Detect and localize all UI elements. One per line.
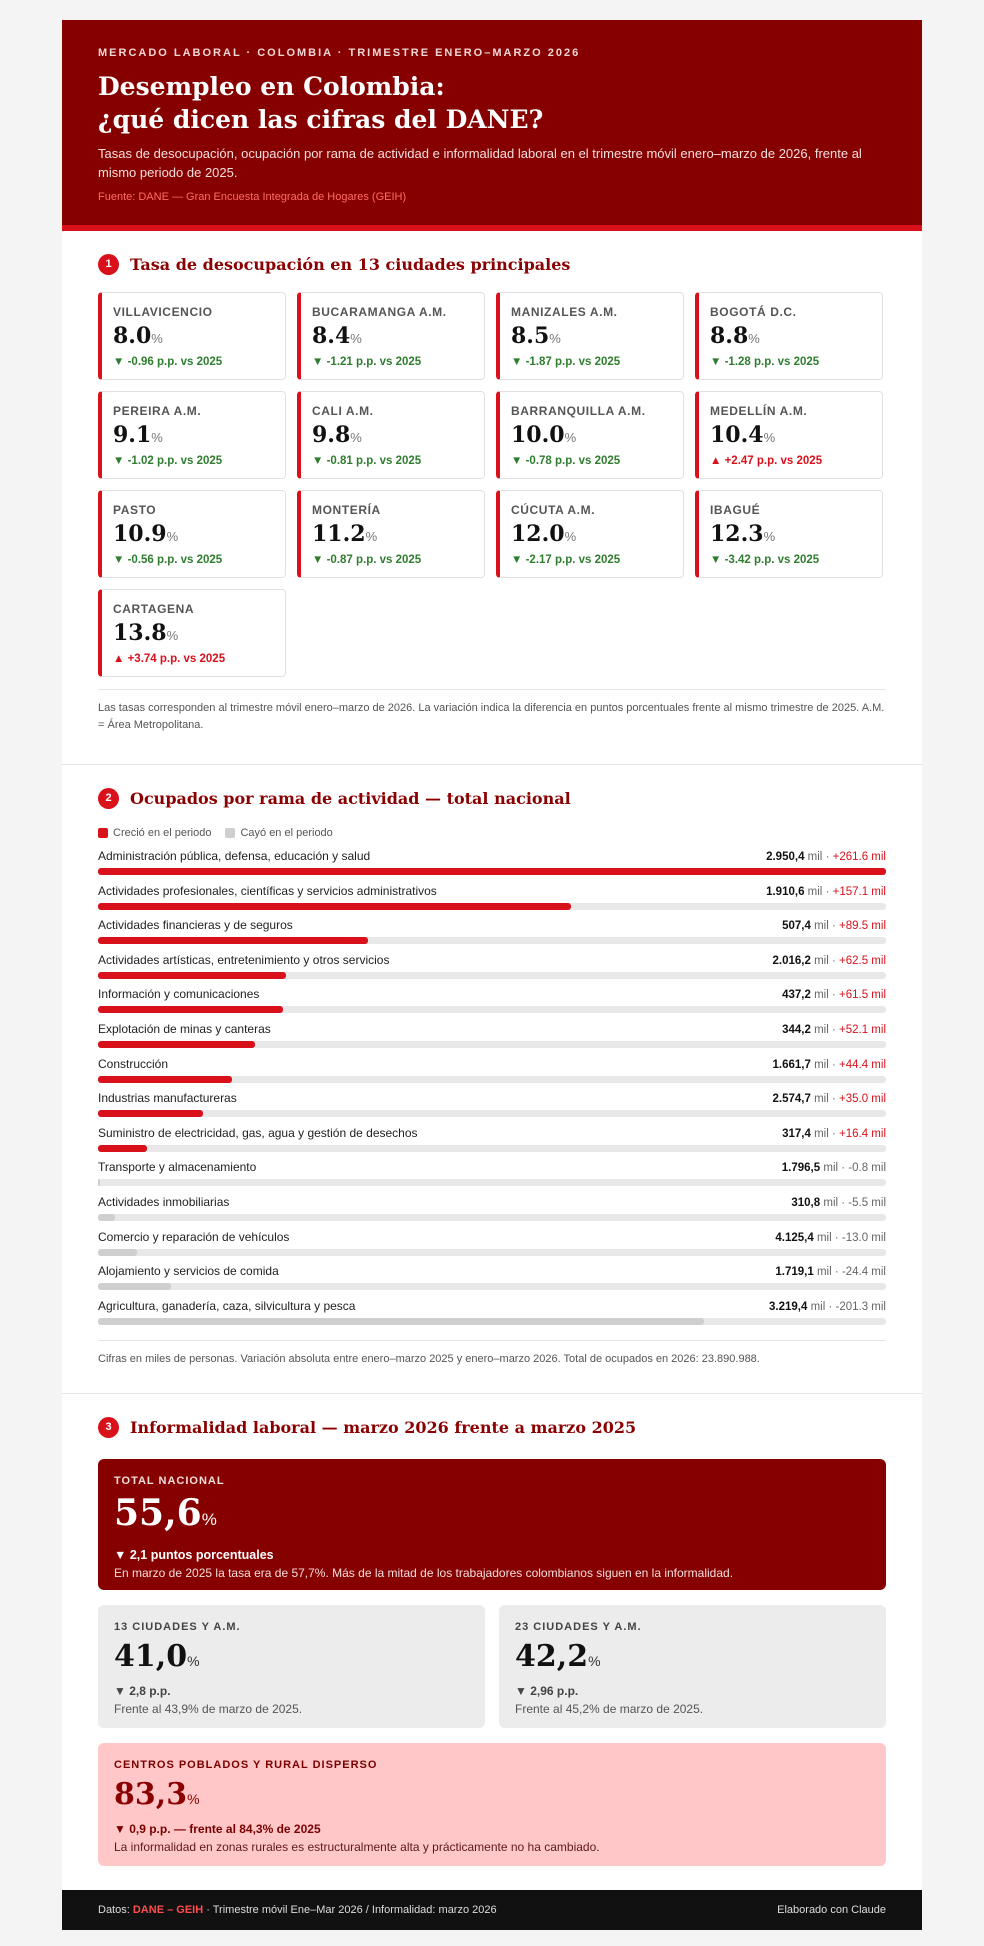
unit-label: mil: [816, 1231, 832, 1244]
unit-label: mil: [814, 1023, 829, 1036]
bar-track: [98, 1214, 886, 1221]
card-delta: ▼ 2,96 p.p.: [515, 1684, 579, 1698]
city-delta: [511, 455, 671, 467]
bar-value: 310,8 mil · -5.5 mil: [791, 1196, 886, 1209]
card-value: [114, 1640, 469, 1679]
city-name: CÚCUTA A.M.: [511, 503, 596, 517]
city-delta: [710, 455, 870, 467]
bar-fill: [98, 903, 571, 910]
rate-value: 12.3: [710, 521, 764, 547]
bar-header: [98, 1159, 886, 1179]
rate-unit: %: [166, 529, 179, 544]
bar-track: [98, 1041, 886, 1048]
city-rate: [312, 522, 472, 549]
city-card: [98, 490, 286, 578]
bar-fill: [98, 868, 886, 875]
bar-track: [98, 1110, 886, 1117]
city-card: [496, 292, 684, 380]
city-name: BUCARAMANGA A.M.: [312, 305, 447, 319]
card-label: TOTAL NACIONAL: [114, 1475, 225, 1487]
value-unit: %: [187, 1791, 200, 1807]
section-number: 1: [98, 254, 119, 275]
bar-track: [98, 1145, 886, 1152]
rate-value: 10.9: [113, 521, 167, 547]
card-label: CENTROS POBLADOS Y RURAL DISPERSO: [114, 1759, 378, 1771]
bar-fill: [98, 1179, 100, 1186]
city-name: VILLAVICENCIO: [113, 305, 213, 319]
rate-unit: %: [166, 628, 179, 643]
footer-source-name: DANE – GEIH: [132, 1904, 204, 1916]
unemployment-section: [62, 231, 922, 765]
bar-label: Transporte y almacenamiento: [98, 1160, 257, 1175]
header-kicker: MERCADO LABORAL · COLOMBIA · TRIMESTRE ENERO–MARZO 2026: [98, 47, 581, 59]
national-informality-card: [98, 1459, 886, 1590]
bar-track: [98, 1318, 886, 1325]
city-card: [496, 391, 684, 479]
bar-header: [98, 1229, 886, 1249]
bar-row: [98, 1090, 886, 1125]
city-name: CARTAGENA: [113, 602, 195, 616]
legend-label-grew: Creció en el periodo: [113, 827, 212, 839]
delta-text: -1.21 p.p. vs 2025: [326, 356, 422, 368]
bar-track: [98, 1006, 886, 1013]
cities23-informality-card: [499, 1605, 886, 1728]
bar-value: 437,2 mil · +61.5 mil: [782, 989, 886, 1002]
bar-label: Actividades inmobiliarias: [98, 1194, 230, 1209]
employed-value: 1.910,6: [766, 885, 805, 898]
value-number: 83,3: [114, 1777, 188, 1812]
page: [62, 20, 922, 1930]
bar-track: [98, 868, 886, 875]
bar-value: 1.719,1 mil · -24.4 mil: [775, 1266, 886, 1279]
rate-unit: %: [549, 331, 561, 346]
bar-row: [98, 952, 886, 987]
city-rate: [312, 324, 472, 351]
card-text: Frente al 45,2% de marzo de 2025.: [515, 1702, 704, 1716]
city-rate: [511, 423, 671, 450]
employment-section: [62, 765, 922, 1394]
bar-label: Actividades profesionales, científicas y servicios administrativos: [98, 883, 437, 898]
rate-unit: %: [564, 430, 577, 445]
delta-text: -0.81 p.p. vs 2025: [326, 455, 422, 467]
city-delta: [710, 356, 870, 368]
rate-value: 8.4: [312, 323, 351, 349]
city-delta: [113, 356, 273, 368]
bar-header: [98, 1263, 886, 1283]
rate-value: 8.5: [511, 323, 550, 349]
bar-fill: [98, 1110, 203, 1117]
rural-informality-card: [98, 1743, 886, 1866]
bar-value: 1.910,6 mil · +157.1 mil: [766, 885, 886, 898]
bar-row: [98, 1263, 886, 1298]
card-delta: ▼ 0,9 p.p. — frente al 84,3% de 2025: [114, 1822, 321, 1836]
city-name: BARRANQUILLA A.M.: [511, 404, 646, 418]
section-title: Ocupados por rama de actividad — total nacional: [130, 788, 571, 808]
delta-text: -0.96 p.p. vs 2025: [127, 356, 223, 368]
bar-header: [98, 1090, 886, 1110]
bar-fill: [98, 1006, 283, 1013]
bar-header: [98, 986, 886, 1006]
unit-label: mil: [823, 1162, 839, 1175]
unit-label: mil: [814, 920, 829, 933]
bar-row: [98, 1056, 886, 1091]
rate-value: 10.0: [511, 422, 565, 448]
city-card: [695, 391, 883, 479]
bar-fill: [98, 937, 368, 944]
footer-prefix: Datos:: [98, 1904, 130, 1916]
change-value: +261.6 mil: [832, 851, 886, 863]
bar-row: [98, 848, 886, 883]
bar-fill: [98, 1145, 147, 1152]
bar-label: Actividades financieras y de seguros: [98, 918, 293, 933]
header-description: Tasas de desocupación, ocupación por rama de actividad e informalidad laboral en el trimestre móvil enero–marzo de 2026, frente al mismo periodo de 2025.: [98, 146, 862, 180]
city-name: MONTERÍA: [312, 503, 381, 517]
bar-label: Construcción: [98, 1056, 169, 1071]
bar-header: [98, 1125, 886, 1145]
city-name: MEDELLÍN A.M.: [710, 404, 808, 418]
change-value: +44.4 mil: [839, 1058, 886, 1071]
value-unit: %: [588, 1653, 601, 1669]
rate-unit: %: [350, 430, 362, 445]
employed-value: 507,4: [782, 920, 811, 933]
arrow-down-icon: ▼: [113, 554, 125, 566]
footer-source: [98, 1904, 497, 1916]
chart-legend: [98, 827, 886, 839]
arrow-down-icon: ▼: [312, 455, 324, 467]
bar-row: [98, 1194, 886, 1229]
employed-value: 310,8: [791, 1196, 821, 1209]
city-rate: [511, 324, 671, 351]
value-number: 55,6: [114, 1492, 202, 1534]
change-value: -24.4 mil: [841, 1266, 886, 1279]
bar-value: 3.219,4 mil · -201.3 mil: [768, 1300, 886, 1313]
bar-fill: [98, 1318, 704, 1325]
city-cards-grid: [98, 292, 886, 677]
city-name: BOGOTÁ D.C.: [710, 305, 797, 319]
bar-label: Alojamiento y servicios de comida: [98, 1264, 279, 1279]
delta-text: -1.87 p.p. vs 2025: [525, 356, 621, 368]
change-value: -5.5 mil: [848, 1196, 886, 1209]
bar-row: [98, 1159, 886, 1194]
city-card: [297, 391, 485, 479]
change-value: -0.8 mil: [848, 1162, 886, 1175]
bar-row: [98, 917, 886, 952]
bar-row: [98, 1298, 886, 1333]
legend-item-fell: [225, 827, 332, 839]
arrow-up-icon: ▲: [113, 653, 125, 665]
value-number: 41,0: [114, 1639, 188, 1674]
delta-text: -0.78 p.p. vs 2025: [525, 455, 621, 467]
value-number: 42,2: [515, 1639, 589, 1674]
delta-text: -3.42 p.p. vs 2025: [724, 554, 820, 566]
bar-value: 1.661,7 mil · +44.4 mil: [772, 1058, 886, 1071]
bar-value: 2.574,7 mil · +35.0 mil: [772, 1093, 886, 1106]
rate-unit: %: [763, 529, 776, 544]
bar-track: [98, 972, 886, 979]
city-card: [98, 589, 286, 677]
card-text: En marzo de 2025 la tasa era de 57,7%. Más de la mitad de los trabajadores colombianos siguen en la informalidad.: [114, 1566, 734, 1580]
bar-header: [98, 848, 886, 868]
bar-value: 1.796,5 mil · -0.8 mil: [781, 1162, 886, 1175]
arrow-down-icon: ▼: [113, 356, 125, 368]
bar-label: Suministro de electricidad, gas, agua y gestión de desechos: [98, 1125, 418, 1140]
city-rate: [511, 522, 671, 549]
bar-track: [98, 1179, 886, 1186]
city-card: [695, 490, 883, 578]
employed-value: 1.661,7: [772, 1058, 811, 1071]
employed-value: 2.574,7: [772, 1093, 811, 1106]
bar-value: 2.950,4 mil · +261.6 mil: [766, 851, 886, 863]
employed-value: 3.219,4: [768, 1300, 808, 1313]
change-value: +35.0 mil: [839, 1093, 886, 1106]
section-header: [98, 250, 886, 278]
rate-unit: %: [748, 331, 760, 346]
city-name: MANIZALES A.M.: [511, 305, 618, 319]
delta-text: -0.56 p.p. vs 2025: [127, 554, 223, 566]
header: [62, 20, 922, 231]
delta-text: +3.74 p.p. vs 2025: [127, 653, 226, 665]
unit-label: mil: [814, 1093, 829, 1106]
bar-header: [98, 883, 886, 903]
bar-header: [98, 1021, 886, 1041]
bar-fill: [98, 1076, 232, 1083]
city-delta: [312, 356, 472, 368]
city-card: [98, 391, 286, 479]
bar-header: [98, 1056, 886, 1076]
legend-swatch-grew: [98, 828, 108, 838]
city-card: [297, 490, 485, 578]
city-rate: [113, 522, 273, 549]
arrow-down-icon: ▼: [710, 356, 722, 368]
unemployment-note: Las tasas corresponden al trimestre móvil enero–marzo de 2026. La variación indica la diferencia en puntos porcentuales frente al mismo trimestre de 2025. A.M. = Área Metropolitana.: [98, 689, 886, 734]
arrow-down-icon: ▼: [511, 455, 523, 467]
change-value: +52.1 mil: [839, 1023, 886, 1036]
city-delta: [511, 356, 671, 368]
legend-swatch-fell: [225, 828, 235, 838]
rate-value: 13.8: [113, 620, 167, 646]
arrow-down-icon: ▼: [710, 554, 722, 566]
city-delta: [312, 455, 472, 467]
delta-text: -1.02 p.p. vs 2025: [127, 455, 223, 467]
city-rate: [710, 324, 870, 351]
bar-label: Explotación de minas y canteras: [98, 1021, 271, 1036]
employed-value: 437,2: [782, 989, 811, 1002]
bar-header: [98, 952, 886, 972]
unit-label: mil: [810, 1300, 826, 1313]
bar-track: [98, 1249, 886, 1256]
bar-track: [98, 1283, 886, 1290]
arrow-down-icon: ▼: [113, 455, 125, 467]
city-delta: [113, 653, 273, 665]
bar-row: [98, 986, 886, 1021]
unit-label: mil: [807, 885, 823, 898]
unit-label: mil: [814, 1127, 829, 1140]
city-name: IBAGUÉ: [710, 503, 761, 517]
employed-value: 1.719,1: [775, 1266, 814, 1279]
employed-value: 344,2: [782, 1023, 811, 1036]
cities13-informality-card: [98, 1605, 485, 1728]
bar-value: 507,4 mil · +89.5 mil: [782, 920, 886, 933]
employed-value: 4.125,4: [775, 1231, 814, 1244]
card-text: La informalidad en zonas rurales es estructuralmente alta y prácticamente no ha cambiado.: [114, 1840, 600, 1854]
city-delta: [113, 455, 273, 467]
card-value: [515, 1640, 870, 1679]
section-number: 2: [98, 788, 119, 809]
bar-fill: [98, 972, 286, 979]
city-delta: [312, 554, 472, 566]
city-delta: [113, 554, 273, 566]
section-title: Informalidad laboral — marzo 2026 frente a marzo 2025: [130, 1417, 637, 1437]
rate-value: 12.0: [511, 521, 565, 547]
unit-label: mil: [807, 851, 823, 863]
legend-item-grew: [98, 827, 211, 839]
change-value: -13.0 mil: [841, 1231, 886, 1244]
city-name: PASTO: [113, 503, 157, 517]
city-rate: [113, 423, 273, 450]
page-title: [98, 70, 886, 136]
bar-header: [98, 1194, 886, 1214]
rate-unit: %: [151, 331, 163, 346]
rate-unit: %: [564, 529, 577, 544]
rate-value: 9.1: [113, 422, 152, 448]
unit-label: mil: [814, 1058, 829, 1071]
card-delta: ▼ 2,1 puntos porcentuales: [114, 1548, 274, 1562]
section-title: Tasa de desocupación en 13 ciudades principales: [130, 254, 571, 274]
city-name: PEREIRA A.M.: [113, 404, 202, 418]
bar-value: 344,2 mil · +52.1 mil: [782, 1023, 886, 1036]
title-line-2: ¿qué dicen las cifras del DANE?: [98, 105, 544, 134]
rate-value: 11.2: [312, 521, 366, 547]
card-text: Frente al 43,9% de marzo de 2025.: [114, 1702, 303, 1716]
employment-bar-chart: [98, 848, 886, 1332]
bar-row: [98, 1021, 886, 1056]
bar-label: Actividades artísticas, entretenimiento y otros servicios: [98, 952, 390, 967]
change-value: +62.5 mil: [839, 954, 886, 967]
delta-text: +2.47 p.p. vs 2025: [724, 455, 823, 467]
city-name: CALI A.M.: [312, 404, 374, 418]
employed-value: 2.016,2: [772, 954, 811, 967]
bar-value: 2.016,2 mil · +62.5 mil: [772, 954, 886, 967]
rate-value: 9.8: [312, 422, 351, 448]
footer: [62, 1890, 922, 1930]
city-card: [496, 490, 684, 578]
change-value: -201.3 mil: [835, 1300, 886, 1313]
arrow-down-icon: ▼: [312, 554, 324, 566]
employed-value: 2.950,4: [766, 851, 805, 863]
unit-label: mil: [814, 954, 829, 967]
card-label: 23 CIUDADES Y A.M.: [515, 1621, 642, 1633]
card-value: [114, 1778, 870, 1817]
bar-fill: [98, 1214, 115, 1221]
city-delta: [511, 554, 671, 566]
bar-fill: [98, 1283, 171, 1290]
rate-unit: %: [365, 529, 378, 544]
section-header: [98, 1413, 886, 1441]
arrow-down-icon: ▼: [511, 554, 523, 566]
bar-header: [98, 917, 886, 937]
bar-track: [98, 937, 886, 944]
informality-section: [62, 1394, 922, 1890]
city-card: [297, 292, 485, 380]
city-rate: [113, 324, 273, 351]
delta-text: -2.17 p.p. vs 2025: [525, 554, 621, 566]
city-delta: [710, 554, 870, 566]
bar-value: 4.125,4 mil · -13.0 mil: [775, 1231, 886, 1244]
delta-text: -1.28 p.p. vs 2025: [724, 356, 820, 368]
rate-value: 10.4: [710, 422, 764, 448]
employed-value: 1.796,5: [781, 1162, 821, 1175]
city-card: [98, 292, 286, 380]
change-value: +157.1 mil: [832, 885, 886, 898]
section-header: [98, 784, 886, 812]
rate-value: 8.0: [113, 323, 152, 349]
change-value: +61.5 mil: [839, 989, 886, 1002]
footer-credit: Elaborado con Claude: [777, 1904, 886, 1916]
footer-source-detail: · Trimestre móvil Ene–Mar 2026 / Informalidad: marzo 2026: [206, 1904, 497, 1916]
unit-label: mil: [816, 1266, 832, 1279]
header-source: Fuente: DANE — Gran Encuesta Integrada de Hogares (GEIH): [98, 191, 407, 203]
bar-fill: [98, 1249, 137, 1256]
bar-label: Industrias manufactureras: [98, 1091, 237, 1106]
unit-label: mil: [823, 1196, 839, 1209]
bar-label: Información y comunicaciones: [98, 987, 260, 1002]
bar-label: Administración pública, defensa, educación y salud: [98, 849, 371, 863]
city-informality-row: [98, 1605, 886, 1728]
bar-fill: [98, 1041, 255, 1048]
arrow-down-icon: ▼: [511, 356, 523, 368]
employment-note: Cifras en miles de personas. Variación absoluta entre enero–marzo 2025 y enero–marzo 2026. Total de ocupados en 2026: 23.890.988.: [98, 1340, 886, 1368]
city-card: [695, 292, 883, 380]
employed-value: 317,4: [782, 1127, 811, 1140]
bar-label: Agricultura, ganadería, caza, silvicultura y pesca: [98, 1298, 356, 1313]
arrow-down-icon: ▼: [312, 356, 324, 368]
value-unit: %: [201, 1510, 217, 1529]
bar-row: [98, 1125, 886, 1160]
bar-label: Comercio y reparación de vehículos: [98, 1229, 290, 1244]
rate-unit: %: [151, 430, 163, 445]
arrow-up-icon: ▲: [710, 455, 722, 467]
city-rate: [312, 423, 472, 450]
bar-track: [98, 1076, 886, 1083]
bar-track: [98, 903, 886, 910]
city-rate: [113, 621, 273, 648]
change-value: +89.5 mil: [839, 920, 886, 933]
title-line-1: Desempleo en Colombia:: [98, 72, 445, 101]
unit-label: mil: [814, 989, 829, 1002]
rate-unit: %: [763, 430, 776, 445]
city-rate: [710, 423, 870, 450]
legend-label-fell: Cayó en el periodo: [240, 827, 333, 839]
bar-header: [98, 1298, 886, 1318]
rate-value: 8.8: [710, 323, 749, 349]
bar-row: [98, 1229, 886, 1264]
value-unit: %: [187, 1653, 200, 1669]
bar-value: 317,4 mil · +16.4 mil: [782, 1127, 886, 1140]
bar-row: [98, 883, 886, 918]
delta-text: -0.87 p.p. vs 2025: [326, 554, 422, 566]
card-value: [114, 1494, 870, 1540]
city-rate: [710, 522, 870, 549]
card-delta: ▼ 2,8 p.p.: [114, 1684, 171, 1698]
rate-unit: %: [350, 331, 362, 346]
change-value: +16.4 mil: [839, 1127, 886, 1140]
card-label: 13 CIUDADES Y A.M.: [114, 1621, 241, 1633]
section-number: 3: [98, 1417, 119, 1438]
